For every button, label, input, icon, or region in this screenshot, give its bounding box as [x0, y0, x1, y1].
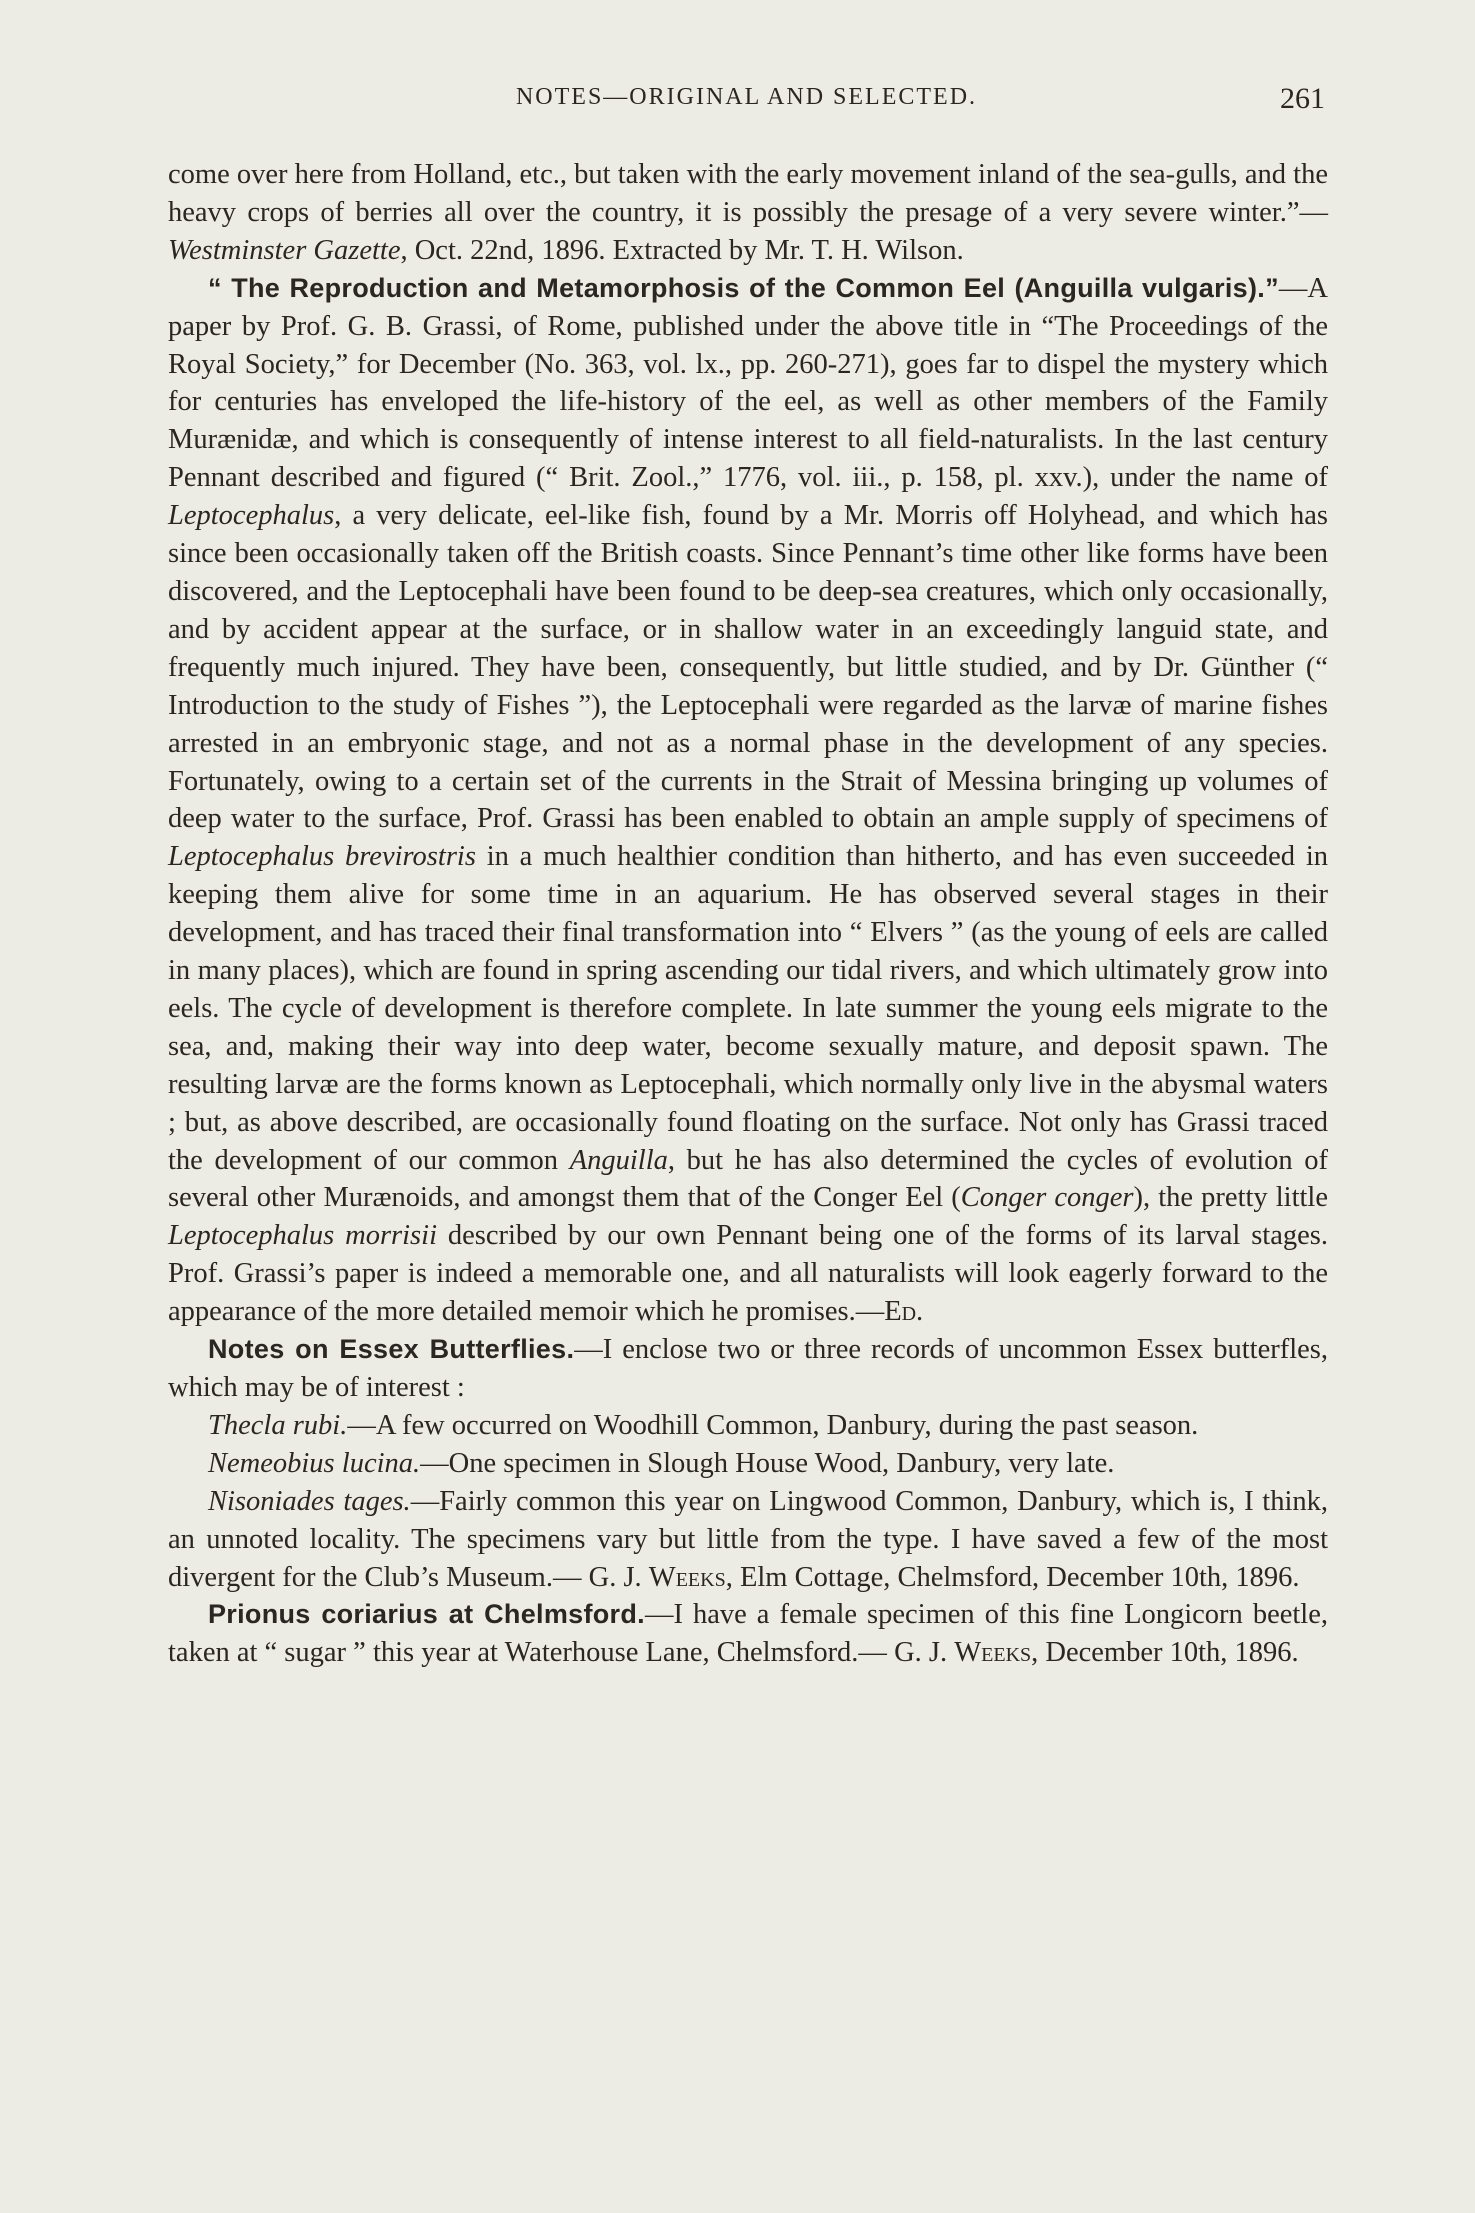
continued-text: come over here from Holland, etc., but taken with the early movement inland of the sea-gulls, and the heavy crops of berries all over the country, it is possibly the presage of a very severe winter.”—: [168, 159, 1328, 228]
prionus-note: [168, 1596, 1328, 1672]
continued-paragraph: [168, 156, 1328, 270]
eel-text-5: ), the pretty little: [1133, 1182, 1329, 1214]
butterflies-heading: Notes on Essex Butterflies.: [208, 1334, 575, 1365]
eel-text-6: described by our own Pennant being one of the forms of its larval stages. Prof. Grassi’s paper is indeed a memorable one, and all naturalists will look eagerly forward to the appearance of the more detailed memoir which he promises.—: [168, 1220, 1328, 1328]
running-head: NOTES—ORIGINAL AND SELECTED.: [515, 84, 978, 110]
continued-text-end: , Oct. 22nd, 1896. Extracted by Mr. T. H. Wilson.: [400, 234, 964, 266]
signature-name: Weeks: [648, 1561, 726, 1593]
record-text: —A few occurred on Woodhill Common, Danbury, during the past season.: [347, 1409, 1199, 1441]
eel-italic-5: Leptocephalus morrisii: [168, 1220, 437, 1252]
eel-italic-4: Conger conger: [960, 1182, 1134, 1214]
signature-name: Weeks: [954, 1637, 1032, 1669]
signature-rest: , Elm Cottage, Chelmsford, December 10th, 1896.: [725, 1561, 1300, 1593]
species-name: Thecla rubi.: [208, 1409, 348, 1441]
page-number: 261: [1280, 82, 1325, 115]
signature-initials: G. J.: [894, 1637, 955, 1669]
species-name: Nisoniades tages.: [208, 1485, 411, 1517]
editor-signoff: Ed.: [884, 1296, 924, 1328]
eel-note-heading: “ The Reproduction and Metamorphosis of the Common Eel (Anguilla vulgaris).”: [208, 272, 1279, 303]
record-nemeobius: [168, 1445, 1328, 1483]
record-text: —One specimen in Slough House Wood, Danbury, very late.: [420, 1447, 1115, 1479]
eel-italic-1: Leptocephalus: [168, 500, 335, 532]
eel-note: [168, 270, 1328, 1331]
butterflies-intro: —I enclose two or three records of uncommon Essex butterfles, which may be of interest :: [168, 1334, 1328, 1403]
record-thecla: [168, 1407, 1328, 1445]
prionus-heading: Prionus coriarius at Chelmsford.: [208, 1599, 645, 1630]
source-citation: Westminster Gazette: [168, 234, 401, 266]
record-text: —Fairly common this year on Lingwood Common, Danbury, which is, I think, an unnoted locality. The specimens vary but little from the type. I have saved a few of the most divergent for the Club’s Museum.—: [168, 1485, 1328, 1593]
eel-italic-3: Anguilla: [569, 1144, 668, 1176]
eel-text-1: —A paper by Prof. G. B. Grassi, of Rome, published under the above title in “The Proceedings of the Royal Society,” for December (No. 363, vol. lx., pp. 260-271), goes far to dispel the mystery which for centuries has enveloped the life-history of the eel, as well as other members of the Family Murænidæ, and which is consequently of intense interest to all field-naturalists. In the last century Pennant described and figured (“ Brit. Zool.,” 1776, vol. iii., p. 158, pl. xxv.), under the name of: [168, 272, 1328, 494]
eel-italic-2: Leptocephalus brevirostris: [168, 841, 476, 873]
eel-text-2: , a very delicate, eel-like fish, found by a Mr. Morris off Holyhead, and which has since been occasionally taken off the British coasts. Since Pennant’s time other like forms have been discovered, and the Leptocephali have been found to be deep-sea creatures, which only occasionally, and by accident appear at the surface, or in shallow water in an exceedingly languid state, and frequently much injured. They have been, consequently, but little studied, and by Dr. Günther (“ Introduction to the study of Fishes ”), the Leptocephali were regarded as the larvæ of marine fishes arrested in an embryonic stage, and not as a normal phase in the development of any species. Fortunately, owing to a certain set of the currents in the Strait of Messina bringing up volumes of deep water to the surface, Prof. Grassi has been enabled to obtain an ample supply of specimens of: [168, 500, 1328, 835]
eel-text-4: , but he has also determined the cycles of evolution of several other Murænoids, and amongst them that of the Conger Eel (: [168, 1144, 1328, 1214]
page-header: [168, 84, 1325, 124]
signature-rest: , December 10th, 1896.: [1031, 1637, 1299, 1669]
eel-text-3: in a much healthier condition than hitherto, and has even succeeded in keeping them alive for some time in an aquarium. He has observed several stages in their development, and has traced their final transformation into “ Elvers ” (as the young of eels are called in many places), which are found in spring ascending our tidal rivers, and which ultimately grow into eels. The cycle of development is therefore complete. In late summer the young eels migrate to the sea, and, making their way into deep water, become sexually mature, and deposit spawn. The resulting larvæ are the forms known as Leptocephali, which normally only live in the abysmal waters ; but, as above described, are occasionally found floating on the surface. Not only has Grassi traced the development of our common: [168, 841, 1328, 1176]
prionus-text: —I have a female specimen of this fine Longicorn beetle, taken at “ sugar ” this year at Waterhouse Lane, Chelmsford.—: [168, 1599, 1328, 1669]
signature-initials: G. J.: [588, 1561, 649, 1593]
record-nisoniades: [168, 1483, 1328, 1597]
species-name: Nemeobius lucina.: [208, 1447, 421, 1479]
butterflies-note: [168, 1331, 1328, 1407]
body-text: [168, 156, 1328, 1672]
